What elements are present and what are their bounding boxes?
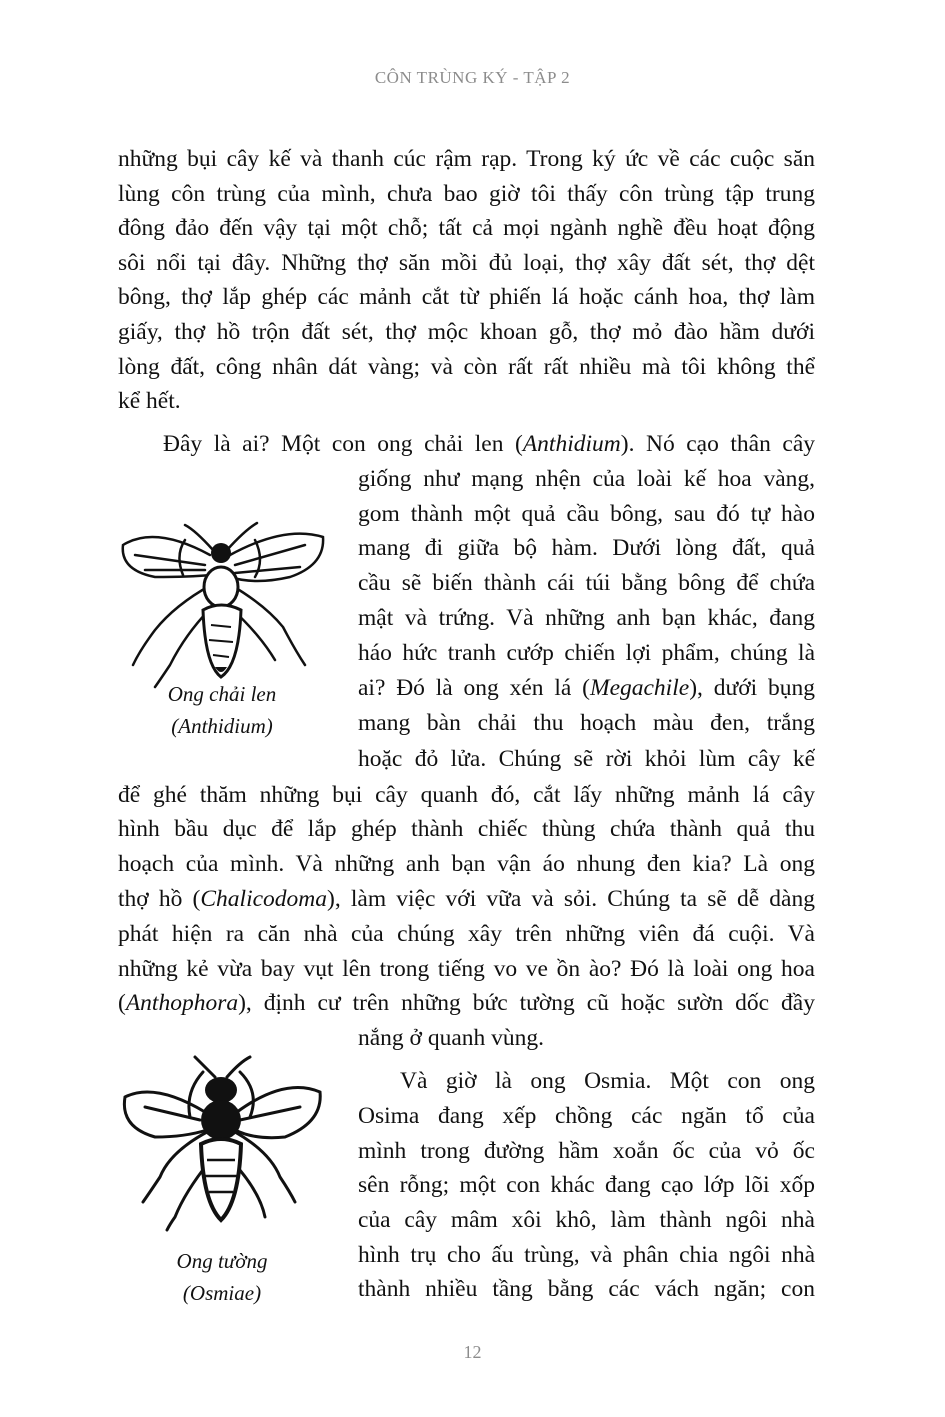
text-line [118, 847, 815, 882]
text-span: ). Nó cạo thân cây [620, 431, 815, 457]
text-span: những kẻ vừa bay vụt lên trong tiếng vo ve ồn ào? Đó là loài ong hoa [118, 956, 815, 982]
text-line [358, 1203, 815, 1238]
text-span: ), làm việc với vữa và sỏi. Chúng ta sẽ dễ dàng [327, 886, 815, 912]
text-line [118, 952, 815, 987]
text-span: Osima đang xếp chồng các ngăn tổ của [358, 1103, 815, 1129]
text-line [118, 778, 815, 813]
text-line [118, 917, 815, 952]
text-span: những bụi cây kế và thanh cúc rậm rạp. Trong ký ức về các cuộc săn [118, 146, 815, 172]
text-line [358, 462, 815, 497]
text-span: giấy, thợ hồ trộn đất sét, thợ mộc khoan gỗ, thợ mỏ đào hầm dưới [118, 319, 815, 345]
text-line [400, 1064, 815, 1099]
text-span: hoạch của mình. Và những anh bạn vận áo nhung đen kia? Là ong [118, 851, 815, 877]
text-span: sên rỗng; một con khác đang cạo lớp lõi xốp [358, 1172, 815, 1198]
text-span: háo hức tranh cướp chiến lợi phẩm, chúng là [358, 640, 815, 666]
text-span: phát hiện ra căn nhà của chúng xây trên những viên đá cuội. Và [118, 921, 815, 947]
text-line [118, 211, 815, 246]
running-header: CÔN TRÙNG KÝ - TẬP 2 [374, 68, 571, 87]
text-line [118, 384, 815, 419]
text-span: hình trụ cho ấu trùng, và phân chia ngôi nhà [358, 1242, 815, 1268]
scientific-name: Anthophora [125, 990, 239, 1016]
text-span: mật và trứng. Và những anh bạn khác, đang [358, 605, 815, 631]
text-span: cầu sẽ biến thành cái túi bằng bông để chứa [358, 570, 815, 596]
text-line [358, 1099, 815, 1134]
text-line [358, 531, 815, 566]
text-span: thành nhiều tầng bằng các vách ngăn; con [358, 1276, 815, 1302]
text-span: Đây là ai? Một con ong chải len ( [163, 431, 523, 457]
text-span: hình bầu dục để lắp ghép thành chiếc thùng chứa thành quả thu [118, 816, 815, 842]
text-span: bông, thợ lắp ghép các mảnh cắt từ phiến lá hoặc cánh hoa, thợ làm [118, 284, 815, 310]
text-line [358, 1021, 815, 1056]
text-line [118, 246, 815, 281]
text-span: sôi nổi tại đây. Những thợ săn mồi đủ loại, thợ xây đất sét, thợ dệt [118, 250, 815, 276]
text-span: để ghé thăm những bụi cây quanh đó, cắt lấy những mảnh lá cây [118, 782, 815, 808]
text-line [118, 350, 815, 385]
text-span: ), định cư trên những bức tường cũ hoặc sườn dốc đầy [238, 990, 815, 1016]
text-span: của cây mâm xôi khô, làm thành ngôi nhà [358, 1207, 815, 1233]
caption-scientific-name: (Anthidium) [171, 714, 273, 738]
anthidium-bee-illustration [115, 515, 330, 695]
scientific-name: Chalicodoma [200, 886, 327, 912]
text-line [118, 177, 815, 212]
text-line [118, 280, 815, 315]
text-line [358, 1272, 815, 1307]
text-span: mang bàn chải thu hoạch màu đen, trắng [358, 710, 815, 736]
text-span: hoặc đỏ lửa. Chúng sẽ rời khỏi lùm cây kế [358, 746, 815, 772]
scientific-name: Megachile [590, 675, 690, 701]
page-number: 12 [463, 1342, 482, 1362]
text-span: mình trong đường hầm xoắn ốc của vỏ ốc [358, 1138, 815, 1164]
caption-common-name: Ong tường [176, 1249, 268, 1273]
figure-caption-osmia [117, 1245, 327, 1309]
text-line [358, 1238, 815, 1273]
text-line [118, 812, 815, 847]
text-line [118, 142, 815, 177]
text-span: mang đi giữa bộ hàm. Dưới lòng đất, quả [358, 535, 815, 561]
text-span: ), dưới bụng [689, 675, 815, 701]
text-span: đông đảo đến vậy tại một chỗ; tất cả mọi ngành nghề đều hoạt động [118, 215, 815, 241]
text-line [358, 671, 815, 706]
text-line [358, 1168, 815, 1203]
text-span: ( [118, 990, 126, 1016]
text-line [358, 636, 815, 671]
text-line [118, 882, 815, 917]
text-line [358, 1134, 815, 1169]
text-line [163, 427, 815, 462]
text-span: gom thành một quả cầu bông, sau đó tự hào [358, 501, 815, 527]
text-span: lòng đất, công nhân dát vàng; và còn rất rất nhiều mà tôi không thể [118, 354, 815, 380]
text-span: kể hết. [118, 388, 181, 414]
osmia-bee-illustration [115, 1052, 330, 1232]
text-span: nắng ở quanh vùng. [358, 1025, 545, 1051]
text-line [358, 497, 815, 532]
text-line [358, 706, 815, 741]
text-line [118, 315, 815, 350]
text-line [358, 601, 815, 636]
figure-caption-anthidium [117, 678, 327, 742]
text-span: Và giờ là ong Osmia. Một con ong [400, 1068, 815, 1094]
scientific-name: Anthidium [522, 431, 621, 457]
text-span: ai? Đó là ong xén lá ( [358, 675, 590, 701]
text-span: giống như mạng nhện của loài kế hoa vàng, [358, 466, 815, 492]
text-line [358, 566, 815, 601]
text-span: thợ hồ ( [118, 886, 201, 912]
caption-scientific-name: (Osmiae) [182, 1281, 262, 1305]
text-line [118, 986, 815, 1021]
text-span: lùng côn trùng của mình, chưa bao giờ tôi thấy côn trùng tập trung [118, 181, 815, 207]
text-line [358, 742, 815, 777]
caption-common-name: Ong chải len [167, 682, 277, 706]
